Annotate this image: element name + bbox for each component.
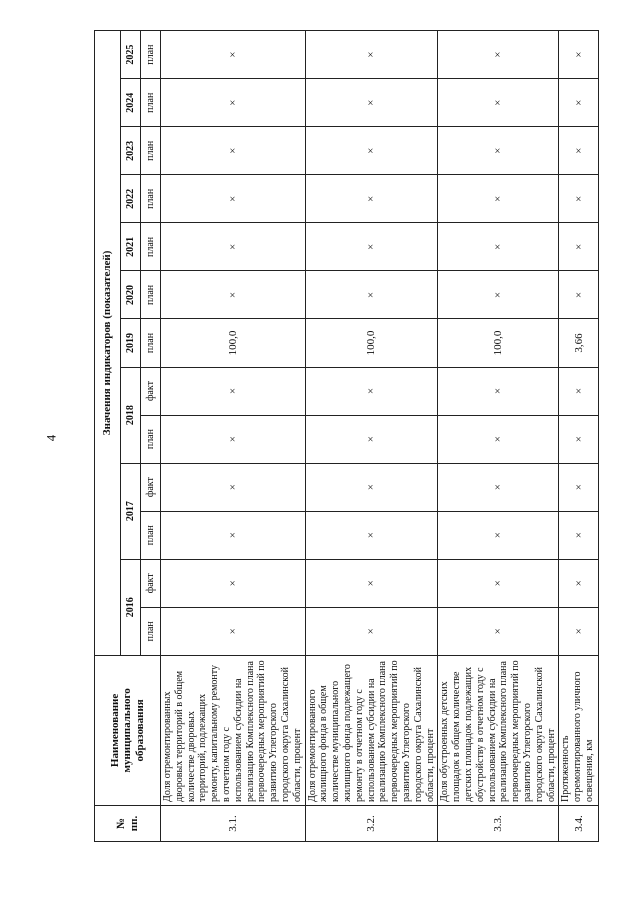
cell-value: × (438, 79, 559, 127)
cell-value: 3,66 (559, 319, 599, 367)
sub-2017-fact: факт (141, 463, 161, 511)
cell-value: × (438, 223, 559, 271)
year-2021: 2021 (121, 223, 141, 271)
cell-value: 100,0 (438, 319, 559, 367)
cell-value: × (161, 127, 306, 175)
cell-value: × (559, 559, 599, 607)
cell-value: × (438, 559, 559, 607)
cell-value: × (161, 367, 306, 415)
cell-value: × (305, 367, 438, 415)
cell-value: × (305, 463, 438, 511)
cell-value: × (305, 559, 438, 607)
cell-value: × (305, 31, 438, 79)
cell-value: × (161, 463, 306, 511)
row-number: 3.3. (438, 805, 559, 841)
header-name: Наименование муниципального образования (95, 655, 161, 805)
cell-value: × (305, 511, 438, 559)
sub-2020-plan: план (141, 271, 161, 319)
header-no: № пп. (95, 805, 161, 841)
table-row (305, 31, 438, 842)
year-2022: 2022 (121, 175, 141, 223)
cell-value: × (438, 31, 559, 79)
header-indicators: Значения индикаторов (показателей) (95, 31, 121, 656)
cell-value: × (559, 79, 599, 127)
year-2024: 2024 (121, 79, 141, 127)
cell-value: × (559, 223, 599, 271)
rotated-table-sheet (94, 30, 594, 842)
table-row (438, 31, 559, 842)
cell-value: × (438, 415, 559, 463)
cell-value: × (438, 367, 559, 415)
cell-value: × (305, 79, 438, 127)
cell-value: × (559, 31, 599, 79)
year-2019: 2019 (121, 319, 141, 367)
cell-value: × (559, 175, 599, 223)
cell-value: × (161, 607, 306, 655)
row-name: Доля отремонтированного жилищного фонда в общем количестве муниципального жилищного фонда подлежащего ремонту в отчетном году с использованием субсидии на реализацию Комплексного плана первоочередных мероприятий по развитию Углегорского городского округа Сахалинской области, процент (305, 655, 438, 805)
cell-value: × (161, 271, 306, 319)
cell-value: × (161, 511, 306, 559)
cell-value: × (161, 79, 306, 127)
cell-value: 100,0 (305, 319, 438, 367)
page-number: 4 (43, 434, 59, 442)
cell-value: × (438, 175, 559, 223)
cell-value: × (438, 607, 559, 655)
year-2017: 2017 (121, 463, 141, 559)
cell-value: × (161, 415, 306, 463)
cell-value: × (161, 31, 306, 79)
cell-value: × (559, 271, 599, 319)
year-2023: 2023 (121, 127, 141, 175)
year-2016: 2016 (121, 559, 141, 655)
cell-value: × (161, 559, 306, 607)
sub-2022-plan: план (141, 175, 161, 223)
cell-value: × (559, 511, 599, 559)
cell-value: × (305, 607, 438, 655)
cell-value: × (438, 511, 559, 559)
cell-value: × (161, 175, 306, 223)
cell-value: × (559, 367, 599, 415)
sub-2019-plan: план (141, 319, 161, 367)
row-number: 3.1. (161, 805, 306, 841)
sub-2024-plan: план (141, 79, 161, 127)
sub-2016-fact: факт (141, 559, 161, 607)
table-row (559, 31, 599, 842)
year-2018: 2018 (121, 367, 141, 463)
year-2020: 2020 (121, 271, 141, 319)
cell-value: × (438, 127, 559, 175)
cell-value: × (438, 463, 559, 511)
row-name: Протяженность отремонтированного уличного освещения, км (559, 655, 599, 805)
indicator-table (94, 30, 599, 842)
sub-2016-plan: план (141, 607, 161, 655)
cell-value: × (305, 175, 438, 223)
cell-value: × (161, 223, 306, 271)
cell-value: 100,0 (161, 319, 306, 367)
sub-2018-fact: факт (141, 367, 161, 415)
table-row (161, 31, 306, 842)
cell-value: × (559, 607, 599, 655)
sub-2023-plan: план (141, 127, 161, 175)
sub-2018-plan: план (141, 415, 161, 463)
sub-2025-plan: план (141, 31, 161, 79)
row-number: 3.4. (559, 805, 599, 841)
cell-value: × (305, 415, 438, 463)
cell-value: × (438, 271, 559, 319)
cell-value: × (559, 127, 599, 175)
row-number: 3.2. (305, 805, 438, 841)
year-2025: 2025 (121, 31, 141, 79)
cell-value: × (559, 463, 599, 511)
cell-value: × (305, 127, 438, 175)
cell-value: × (559, 415, 599, 463)
cell-value: × (305, 223, 438, 271)
row-name: Доля обустроенных детских площадок в общем количестве детских площадок подлежащих обустройству в отчетном году с использованием субсидии на реализацию Комплексного плана первоочередных мероприятий по развитию Углегорского городского округа Сахалинской области, процент (438, 655, 559, 805)
sub-2021-plan: план (141, 223, 161, 271)
sub-2017-plan: план (141, 511, 161, 559)
row-name: Доля отремонтированных дворовых территорий в общем количестве дворовых территорий, подлежащих ремонту, капитальному ремонту в отчетном году с использованием субсидии на реализацию Комплексного плана первоочередных мероприятий по развитию Углегорского городского округа Сахалинской области, процент (161, 655, 306, 805)
cell-value: × (305, 271, 438, 319)
